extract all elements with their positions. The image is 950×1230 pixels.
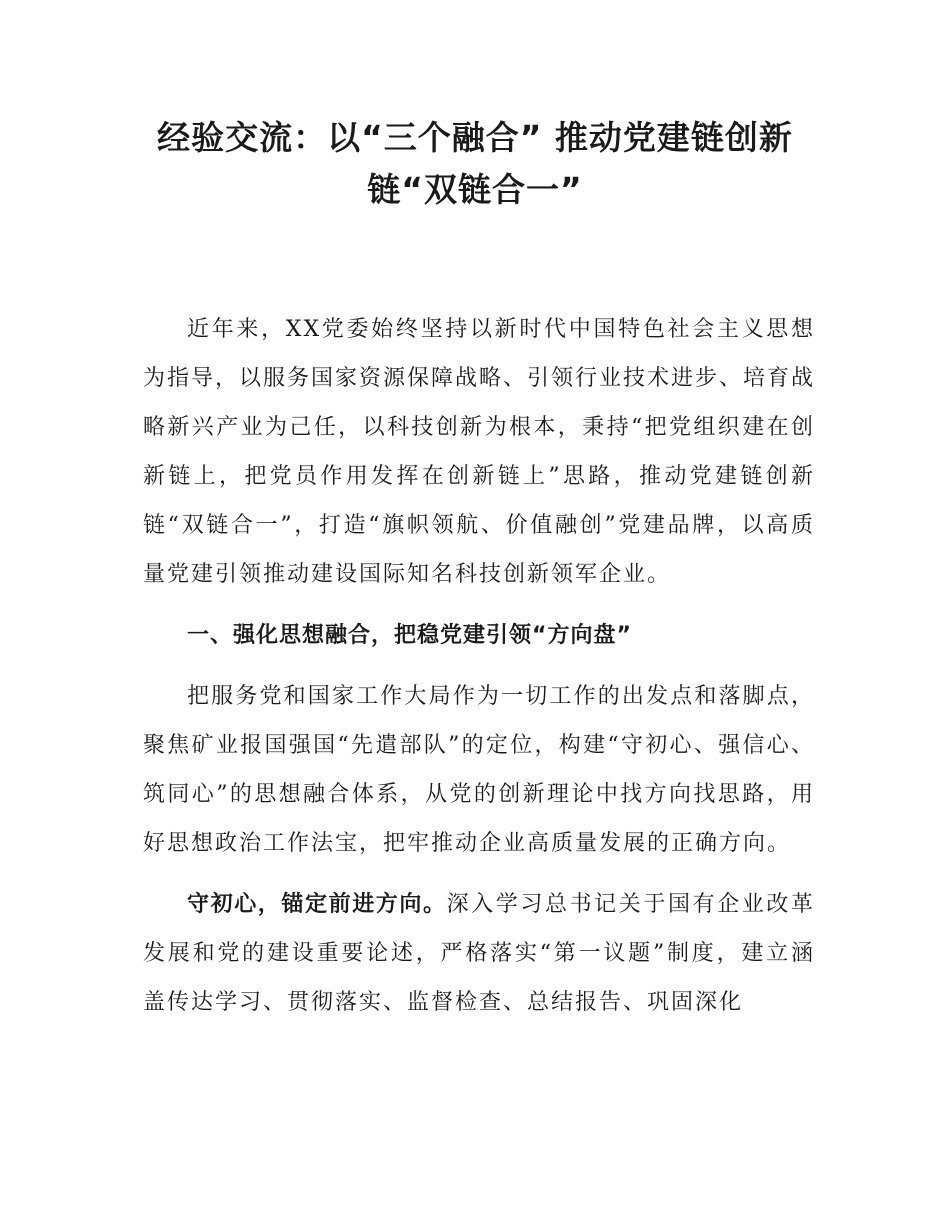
title-line-2: 链“双链合一” <box>367 170 583 209</box>
document-title <box>100 112 850 216</box>
section-heading-1: 一、强化思想融合，把稳党建引领“方向盘” <box>187 623 632 648</box>
subsection-lead-1: 守初心，锚定前进方向。 <box>187 892 447 917</box>
section-1-paragraph: 把服务党和国家工作大局作为一切工作的出发点和落脚点，聚焦矿业报国强国“先遣部队”的定位，构建“守初心、强信心、筑同心”的思想融合体系，从党的创新理论中找方向找思路，用好思想政治工作法宝，把牢推动企业高质量发展的正确方向。 <box>143 684 815 856</box>
subsection-body-1: 深入学习总书记关于国有企业改革发展和党的建设重要论述，严格落实“第一议题”制度，建立涵盖传达学习、贯彻落实、监督检查、总结报告、巩固深化 <box>143 892 815 1015</box>
intro-paragraph: 近年来，XX党委始终坚持以新时代中国特色社会主义思想为指导，以服务国家资源保障战略、引领行业技术进步、培育战略新兴产业为己任，以科技创新为根本，秉持“把党组织建在创新链上，把党员作用发挥在创新链上”思路，推动党建链创新链“双链合一”，打造“旗帜领航、价值融创”党建品牌，以高质量党建引领推动建设国际知名科技创新领军企业。 <box>143 317 816 587</box>
document-body <box>143 305 815 1027</box>
title-line-1: 经验交流：以“三个融合” 推动党建链创新 <box>157 118 793 157</box>
subsection-paragraph-1 <box>143 880 815 1027</box>
